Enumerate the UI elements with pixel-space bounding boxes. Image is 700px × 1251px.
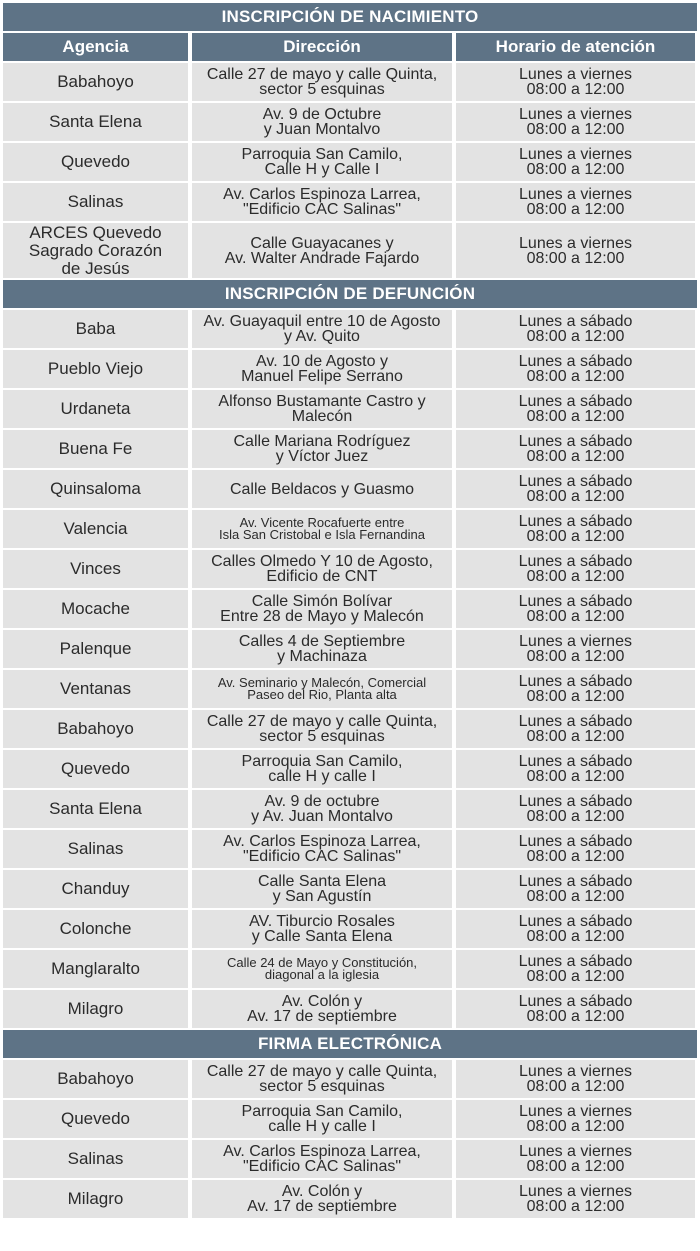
agency-name: Baba (75, 319, 116, 338)
table-row (0, 550, 700, 588)
address-cell (192, 1060, 452, 1098)
agency-name: Babahoyo (57, 72, 134, 91)
address-cell (192, 1140, 452, 1178)
agency-cell (3, 590, 188, 628)
address-cell (192, 910, 452, 948)
agency-name: Santa Elena (49, 112, 142, 131)
column-header-agencia: Agencia (3, 33, 188, 61)
schedule-text: Lunes a viernes 08:00 a 12:00 (519, 1183, 632, 1215)
schedule-cell (456, 63, 695, 101)
address-text: Calle Mariana Rodríguez y Víctor Juez (233, 433, 411, 465)
schedule-text: Lunes a viernes 08:00 a 12:00 (519, 1143, 632, 1175)
schedule-text: Lunes a viernes 08:00 a 12:00 (519, 146, 632, 178)
table-row (0, 750, 700, 788)
agency-name: Babahoyo (57, 1069, 134, 1088)
schedule-text: Lunes a sábado 08:00 a 12:00 (518, 833, 633, 865)
schedule-text: Lunes a viernes 08:00 a 12:00 (519, 1063, 632, 1095)
agency-cell (3, 510, 188, 548)
agency-name: Milagro (67, 1189, 124, 1208)
schedule-cell (456, 223, 695, 278)
schedule-text: Lunes a viernes 08:00 a 12:00 (519, 234, 632, 267)
schedule-text: Lunes a viernes 08:00 a 12:00 (519, 1103, 632, 1135)
schedule-cell (456, 310, 695, 348)
schedule-cell (456, 630, 695, 668)
table-row (0, 1140, 700, 1178)
agency-cell (3, 830, 188, 868)
table-row (0, 143, 700, 181)
schedule-cell (456, 510, 695, 548)
address-cell (192, 550, 452, 588)
agency-name: Mocache (61, 599, 130, 618)
schedule-cell (456, 103, 695, 141)
agency-name: Salinas (67, 839, 124, 858)
address-text: Av. Carlos Espinoza Larrea, "Edificio CAC Salinas" (223, 833, 421, 865)
address-text: Av. 10 de Agosto y Manuel Felipe Serrano (241, 353, 403, 385)
address-cell (192, 103, 452, 141)
table-row (0, 470, 700, 508)
agency-cell (3, 710, 188, 748)
agency-name: Milagro (67, 999, 124, 1018)
table-row (0, 670, 700, 708)
address-text: Av. Colón y Av. 17 de septiembre (247, 993, 397, 1025)
table-row (0, 103, 700, 141)
address-text: Calle 27 de mayo y calle Quinta, sector 5 esquinas (206, 713, 438, 745)
agency-name: Salinas (67, 1149, 124, 1168)
address-cell (192, 950, 452, 988)
address-cell (192, 670, 452, 708)
schedule-text: Lunes a sábado 08:00 a 12:00 (518, 753, 633, 785)
schedule-text: Lunes a sábado 08:00 a 12:00 (518, 313, 633, 345)
schedule-cell (456, 790, 695, 828)
address-cell (192, 143, 452, 181)
address-text: Calles 4 de Septiembre y Machinaza (238, 633, 406, 665)
schedule-text: Lunes a sábado 08:00 a 12:00 (518, 993, 633, 1025)
schedule-text: Lunes a sábado 08:00 a 12:00 (518, 913, 633, 945)
schedule-cell (456, 470, 695, 508)
address-text: Alfonso Bustamante Castro y Malecón (218, 393, 426, 425)
agency-cell (3, 103, 188, 141)
section-title: INSCRIPCIÓN DE DEFUNCIÓN (224, 284, 476, 303)
agency-name: Quevedo (61, 1109, 130, 1128)
schedule-cell (456, 590, 695, 628)
address-cell (192, 630, 452, 668)
agency-cell (3, 1180, 188, 1218)
table-row (0, 910, 700, 948)
agency-name: Quinsaloma (50, 479, 141, 498)
address-text: Av. Vicente Rocafuerte entre Isla San Cristobal e Isla Fernandina (219, 515, 425, 542)
table-row (0, 1180, 700, 1218)
schedule-cell (456, 550, 695, 588)
table-row (0, 430, 700, 468)
schedule-text: Lunes a sábado 08:00 a 12:00 (518, 553, 633, 585)
column-header-direccion: Dirección (192, 33, 452, 61)
table-row (0, 63, 700, 101)
agency-cell (3, 750, 188, 788)
schedule-text: Lunes a viernes 08:00 a 12:00 (519, 66, 632, 98)
table-row (0, 510, 700, 548)
agency-cell (3, 470, 188, 508)
table-row (0, 630, 700, 668)
agency-cell (3, 183, 188, 221)
agency-cell (3, 910, 188, 948)
table-row (0, 950, 700, 988)
schedule-text: Lunes a sábado 08:00 a 12:00 (518, 473, 633, 505)
address-text: Calles Olmedo Y 10 de Agosto, Edificio de CNT (211, 553, 433, 585)
schedule-text: Lunes a sábado 08:00 a 12:00 (518, 353, 633, 385)
address-cell (192, 990, 452, 1028)
column-header-row (0, 33, 700, 61)
agency-name: Valencia (63, 519, 128, 538)
schedule-text: Lunes a viernes 08:00 a 12:00 (519, 633, 632, 665)
address-text: Calle 24 de Mayo y Constitución, diagonal a la iglesia (226, 955, 418, 982)
address-text: Calle Simón Bolívar Entre 28 de Mayo y Malecón (220, 593, 424, 625)
address-cell (192, 390, 452, 428)
address-cell (192, 1180, 452, 1218)
address-text: Parroquia San Camilo, calle H y calle I (241, 1103, 403, 1135)
address-text: Calle 27 de mayo y calle Quinta, sector 5 esquinas (206, 1063, 438, 1095)
schedule-text: Lunes a sábado 08:00 a 12:00 (518, 793, 633, 825)
address-cell (192, 710, 452, 748)
table-row (0, 790, 700, 828)
agency-name: Salinas (67, 192, 124, 211)
address-cell (192, 223, 452, 278)
agency-cell (3, 1060, 188, 1098)
schedule-cell (456, 143, 695, 181)
address-cell (192, 590, 452, 628)
agency-cell (3, 223, 188, 278)
address-text: Av. Carlos Espinoza Larrea, "Edificio CAC Salinas" (223, 186, 421, 218)
agency-cell (3, 390, 188, 428)
address-text: Calle Guayacanes y Av. Walter Andrade Fajardo (224, 234, 420, 267)
address-text: Av. 9 de Octubre y Juan Montalvo (262, 106, 382, 138)
address-cell (192, 510, 452, 548)
address-cell (192, 470, 452, 508)
table-row (0, 710, 700, 748)
schedule-text: Lunes a sábado 08:00 a 12:00 (518, 393, 633, 425)
address-cell (192, 430, 452, 468)
address-cell (192, 183, 452, 221)
section-title: INSCRIPCIÓN DE NACIMIENTO (221, 7, 479, 26)
agency-cell (3, 1100, 188, 1138)
schedule-cell (456, 710, 695, 748)
address-text: Av. Colón y Av. 17 de septiembre (247, 1183, 397, 1215)
agency-cell (3, 1140, 188, 1178)
schedule-cell (456, 430, 695, 468)
section-header-defuncion (3, 280, 697, 308)
address-text: Parroquia San Camilo, Calle H y Calle I (241, 146, 403, 178)
schedule-text: Lunes a viernes 08:00 a 12:00 (519, 186, 632, 218)
agency-name: Palenque (59, 639, 132, 658)
schedule-cell (456, 1140, 695, 1178)
agency-name: Santa Elena (49, 799, 142, 818)
address-cell (192, 830, 452, 868)
address-text: AV. Tiburcio Rosales y Calle Santa Elena (249, 913, 395, 945)
schedule-cell (456, 870, 695, 908)
agency-name: Buena Fe (58, 439, 133, 458)
schedule-cell (456, 1180, 695, 1218)
agency-name: Colonche (59, 919, 132, 938)
table-row (0, 1060, 700, 1098)
address-cell (192, 310, 452, 348)
agency-name: Pueblo Viejo (47, 359, 144, 378)
agency-cell (3, 550, 188, 588)
schedule-cell (456, 990, 695, 1028)
table-row (0, 390, 700, 428)
table-row (0, 990, 700, 1028)
agency-schedule-table (0, 3, 700, 1218)
schedule-cell (456, 670, 695, 708)
schedule-cell (456, 390, 695, 428)
address-text: Calle Santa Elena y San Agustín (257, 873, 387, 905)
table-row (0, 1100, 700, 1138)
schedule-cell (456, 830, 695, 868)
schedule-cell (456, 1100, 695, 1138)
schedule-cell (456, 910, 695, 948)
schedule-text: Lunes a sábado 08:00 a 12:00 (518, 673, 633, 705)
address-text: Parroquia San Camilo, calle H y calle I (241, 753, 403, 785)
agency-cell (3, 143, 188, 181)
table-row (0, 590, 700, 628)
address-cell (192, 750, 452, 788)
schedule-cell (456, 350, 695, 388)
address-text: Av. Carlos Espinoza Larrea, "Edificio CAC Salinas" (223, 1143, 421, 1175)
schedule-cell (456, 750, 695, 788)
address-cell (192, 350, 452, 388)
schedule-cell (456, 183, 695, 221)
column-header-horario: Horario de atención (456, 33, 695, 61)
agency-name: ARCES Quevedo Sagrado Corazón de Jesús (28, 222, 163, 278)
agency-name: Manglaralto (51, 959, 140, 978)
agency-cell (3, 870, 188, 908)
address-text: Av. Seminario y Malecón, Comercial Paseo del Rio, Planta alta (217, 675, 427, 702)
section-header-firma-electronica (3, 1030, 697, 1058)
address-cell (192, 790, 452, 828)
section-header-nacimiento (3, 3, 697, 31)
schedule-text: Lunes a sábado 08:00 a 12:00 (518, 513, 633, 545)
address-cell (192, 63, 452, 101)
agency-cell (3, 630, 188, 668)
table-row (0, 350, 700, 388)
agency-cell (3, 430, 188, 468)
agency-name: Vinces (70, 559, 121, 578)
section-title: FIRMA ELECTRÓNICA (257, 1034, 443, 1053)
schedule-text: Lunes a sábado 08:00 a 12:00 (518, 433, 633, 465)
agency-cell (3, 990, 188, 1028)
schedule-text: Lunes a sábado 08:00 a 12:00 (518, 713, 633, 745)
table-row (0, 310, 700, 348)
agency-cell (3, 950, 188, 988)
table-row (0, 830, 700, 868)
address-text: Calle Beldacos y Guasmo (229, 480, 415, 498)
agency-name: Quevedo (61, 152, 130, 171)
agency-cell (3, 310, 188, 348)
schedule-text: Lunes a sábado 08:00 a 12:00 (518, 873, 633, 905)
agency-cell (3, 350, 188, 388)
table-row (0, 870, 700, 908)
agency-cell (3, 790, 188, 828)
address-text: Av. Guayaquil entre 10 de Agosto y Av. Quito (203, 313, 441, 345)
table-row (0, 223, 700, 278)
agency-cell (3, 63, 188, 101)
agency-name: Babahoyo (57, 719, 134, 738)
agency-name: Quevedo (61, 759, 130, 778)
address-cell (192, 1100, 452, 1138)
schedule-text: Lunes a sábado 08:00 a 12:00 (518, 593, 633, 625)
table-row (0, 183, 700, 221)
address-cell (192, 870, 452, 908)
agency-name: Ventanas (60, 679, 131, 698)
agency-name: Urdaneta (60, 399, 131, 418)
agency-cell (3, 670, 188, 708)
address-text: Av. 9 de octubre y Av. Juan Montalvo (251, 793, 393, 825)
schedule-cell (456, 1060, 695, 1098)
schedule-cell (456, 950, 695, 988)
schedule-text: Lunes a viernes 08:00 a 12:00 (519, 106, 632, 138)
schedule-text: Lunes a sábado 08:00 a 12:00 (518, 953, 633, 985)
agency-name: Chanduy (61, 879, 130, 898)
address-text: Calle 27 de mayo y calle Quinta, sector 5 esquinas (206, 66, 438, 98)
